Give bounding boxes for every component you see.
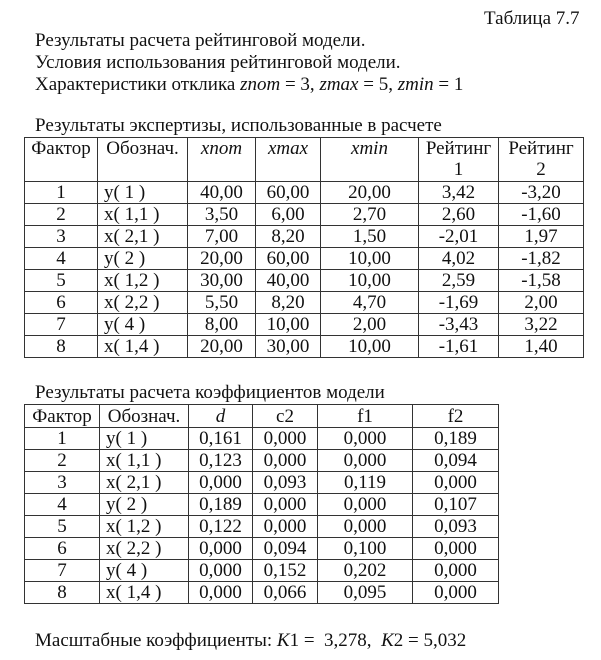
cell-c2: 0,093 xyxy=(253,472,318,494)
cell-xnom: 20,00 xyxy=(188,248,256,270)
cell-rating-2: 1,40 xyxy=(499,336,584,358)
scale-prefix: Масштабные коэффициенты: xyxy=(35,630,277,651)
cell-rating-1: -2,01 xyxy=(419,226,499,248)
cell-designation: y( 2 ) xyxy=(98,248,188,270)
cell-designation: y( 4 ) xyxy=(98,314,188,336)
cell-designation: x( 1,4 ) xyxy=(98,336,188,358)
header-f1: f1 xyxy=(318,405,413,428)
header-xnom: xnom xyxy=(188,138,256,182)
cell-xmax: 6,00 xyxy=(256,204,321,226)
cell-designation: x( 1,2 ) xyxy=(98,270,188,292)
cell-xmax: 40,00 xyxy=(256,270,321,292)
znom-label: znom xyxy=(240,74,281,95)
cell-rating-2: 1,97 xyxy=(499,226,584,248)
cell-f2: 0,094 xyxy=(413,450,499,472)
cell-xnom: 3,50 xyxy=(188,204,256,226)
cell-f1: 0,000 xyxy=(318,516,413,538)
cell-f1: 0,095 xyxy=(318,582,413,604)
cell-designation: x( 2,2 ) xyxy=(100,538,189,560)
cell-xmin: 10,00 xyxy=(321,270,419,292)
expert-table-header xyxy=(25,138,584,182)
cell-rating-2: 3,22 xyxy=(499,314,584,336)
cell-rating-1: -1,61 xyxy=(419,336,499,358)
coef-table-caption: Результаты расчета коэффициентов модели xyxy=(35,382,385,403)
cell-xmin: 1,50 xyxy=(321,226,419,248)
cell-xmax: 60,00 xyxy=(256,248,321,270)
cell-designation: y( 1 ) xyxy=(98,182,188,204)
cell-d: 0,000 xyxy=(189,538,253,560)
cell-xmin: 20,00 xyxy=(321,182,419,204)
table-row xyxy=(25,248,584,270)
table-row xyxy=(25,494,499,516)
cell-factor: 5 xyxy=(25,516,100,538)
cell-rating-2: 2,00 xyxy=(499,292,584,314)
header-rating-2: Рейтинг 2 xyxy=(499,138,584,182)
cell-designation: x( 1,1 ) xyxy=(98,204,188,226)
coef-table xyxy=(24,404,499,604)
cell-designation: y( 2 ) xyxy=(100,494,189,516)
cell-designation: x( 2,1 ) xyxy=(98,226,188,248)
k1-index: 1 xyxy=(289,630,300,651)
cell-c2: 0,000 xyxy=(253,494,318,516)
cell-factor: 6 xyxy=(25,538,100,560)
coef-table-header xyxy=(25,405,499,428)
table-row xyxy=(25,292,584,314)
cell-f1: 0,202 xyxy=(318,560,413,582)
cell-factor: 3 xyxy=(25,472,100,494)
table-row xyxy=(25,226,584,248)
cell-designation: x( 2,1 ) xyxy=(100,472,189,494)
table-row xyxy=(25,428,499,450)
expert-table-caption: Результаты экспертизы, использованные в расчете xyxy=(35,115,442,136)
cell-xmax: 8,20 xyxy=(256,292,321,314)
cell-f2: 0,000 xyxy=(413,538,499,560)
zmax-value: = 5, xyxy=(358,74,398,95)
cell-rating-2: -3,20 xyxy=(499,182,584,204)
cell-d: 0,000 xyxy=(189,472,253,494)
cell-designation: x( 1,1 ) xyxy=(100,450,189,472)
cell-f2: 0,107 xyxy=(413,494,499,516)
k2-value: = 5,032 xyxy=(403,630,467,651)
cell-designation: x( 1,2 ) xyxy=(100,516,189,538)
cell-factor: 5 xyxy=(25,270,98,292)
zmax-label: zmax xyxy=(319,74,359,95)
cell-designation: x( 1,4 ) xyxy=(100,582,189,604)
cell-xnom: 20,00 xyxy=(188,336,256,358)
cell-f1: 0,000 xyxy=(318,494,413,516)
k2-index: 2 xyxy=(393,630,404,651)
cell-d: 0,000 xyxy=(189,560,253,582)
cell-factor: 1 xyxy=(25,182,98,204)
header-factor: Фактор xyxy=(25,405,100,428)
table-row xyxy=(25,314,584,336)
cell-f1: 0,000 xyxy=(318,450,413,472)
cell-xmin: 10,00 xyxy=(321,248,419,270)
k1-value: = 3,278, xyxy=(299,630,382,651)
cell-xmin: 4,70 xyxy=(321,292,419,314)
table-row xyxy=(25,516,499,538)
header-designation: Обознач. xyxy=(100,405,189,428)
k2-label: K xyxy=(381,630,394,651)
cell-f1: 0,000 xyxy=(318,428,413,450)
cell-xmax: 60,00 xyxy=(256,182,321,204)
header-xmin: xmin xyxy=(321,138,419,182)
cell-xnom: 40,00 xyxy=(188,182,256,204)
cell-designation: y( 4 ) xyxy=(100,560,189,582)
cell-factor: 3 xyxy=(25,226,98,248)
cell-factor: 8 xyxy=(25,582,100,604)
cell-f1: 0,119 xyxy=(318,472,413,494)
header-f2: f2 xyxy=(413,405,499,428)
cell-d: 0,122 xyxy=(189,516,253,538)
cell-xmin: 2,70 xyxy=(321,204,419,226)
cell-f2: 0,093 xyxy=(413,516,499,538)
cell-c2: 0,094 xyxy=(253,538,318,560)
cell-factor: 1 xyxy=(25,428,100,450)
cell-rating-2: -1,60 xyxy=(499,204,584,226)
cell-d: 0,189 xyxy=(189,494,253,516)
cell-factor: 6 xyxy=(25,292,98,314)
cell-rating-1: -1,69 xyxy=(419,292,499,314)
cell-xmax: 10,00 xyxy=(256,314,321,336)
cell-rating-1: 3,42 xyxy=(419,182,499,204)
cell-d: 0,000 xyxy=(189,582,253,604)
cell-xmin: 10,00 xyxy=(321,336,419,358)
cell-rating-2: -1,58 xyxy=(499,270,584,292)
cell-xmax: 8,20 xyxy=(256,226,321,248)
table-row xyxy=(25,270,584,292)
cell-c2: 0,152 xyxy=(253,560,318,582)
cell-factor: 8 xyxy=(25,336,98,358)
cell-d: 0,123 xyxy=(189,450,253,472)
cell-rating-1: 2,60 xyxy=(419,204,499,226)
cell-xnom: 8,00 xyxy=(188,314,256,336)
intro-line-2: Условия использования рейтинговой модели. xyxy=(35,52,401,73)
table-row xyxy=(25,204,584,226)
cell-xnom: 5,50 xyxy=(188,292,256,314)
cell-designation: y( 1 ) xyxy=(100,428,189,450)
cell-factor: 4 xyxy=(25,494,100,516)
header-rating-1: Рейтинг 1 xyxy=(419,138,499,182)
cell-c2: 0,000 xyxy=(253,516,318,538)
cell-d: 0,161 xyxy=(189,428,253,450)
scale-coefficients xyxy=(35,630,466,652)
table-row xyxy=(25,560,499,582)
cell-designation: x( 2,2 ) xyxy=(98,292,188,314)
cell-xmax: 30,00 xyxy=(256,336,321,358)
znom-value: = 3, xyxy=(280,74,320,95)
cell-xnom: 7,00 xyxy=(188,226,256,248)
intro-line-3 xyxy=(35,74,463,96)
cell-c2: 0,000 xyxy=(253,450,318,472)
table-row xyxy=(25,472,499,494)
table-row xyxy=(25,182,584,204)
cell-rating-1: -3,43 xyxy=(419,314,499,336)
cell-xnom: 30,00 xyxy=(188,270,256,292)
cell-c2: 0,066 xyxy=(253,582,318,604)
cell-f2: 0,000 xyxy=(413,560,499,582)
zmin-label: zmin xyxy=(397,74,434,95)
cell-factor: 7 xyxy=(25,314,98,336)
cell-factor: 2 xyxy=(25,450,100,472)
k1-label: K xyxy=(276,630,290,651)
expert-table xyxy=(24,137,584,358)
table-label: Таблица 7.7 xyxy=(484,8,580,29)
cell-c2: 0,000 xyxy=(253,428,318,450)
header-c2: c2 xyxy=(253,405,318,428)
cell-rating-1: 2,59 xyxy=(419,270,499,292)
cell-factor: 4 xyxy=(25,248,98,270)
cell-rating-1: 4,02 xyxy=(419,248,499,270)
header-d: d xyxy=(189,405,253,428)
cell-f1: 0,100 xyxy=(318,538,413,560)
table-row xyxy=(25,582,499,604)
response-label: Характеристики отклика xyxy=(35,74,241,95)
header-factor: Фактор xyxy=(25,138,98,182)
header-designation: Обознач. xyxy=(98,138,188,182)
table-row xyxy=(25,538,499,560)
cell-f2: 0,189 xyxy=(413,428,499,450)
cell-xmin: 2,00 xyxy=(321,314,419,336)
cell-factor: 2 xyxy=(25,204,98,226)
cell-f2: 0,000 xyxy=(413,472,499,494)
intro-line-1: Результаты расчета рейтинговой модели. xyxy=(35,30,366,51)
zmin-value: = 1 xyxy=(433,74,464,95)
table-row xyxy=(25,336,584,358)
header-xmax: xmax xyxy=(256,138,321,182)
cell-f2: 0,000 xyxy=(413,582,499,604)
cell-rating-2: -1,82 xyxy=(499,248,584,270)
cell-factor: 7 xyxy=(25,560,100,582)
table-row xyxy=(25,450,499,472)
